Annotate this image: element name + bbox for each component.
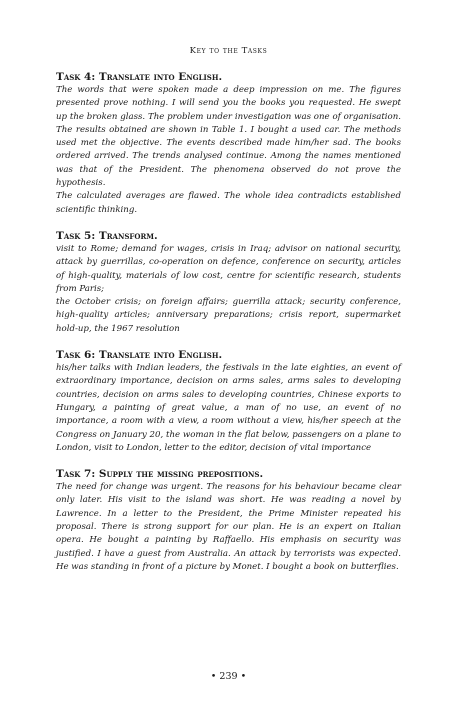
task-7-title: Task 7: Supply the missing prepositions.	[56, 468, 264, 481]
task-6-title: Task 6: Translate into English.	[56, 349, 223, 362]
task-6-paragraph-1: his/her talks with Indian leaders, the festivals in the late eighties, an event of extraordinary importance, decision on arms sales, arms sales to developing countries, decision on arms sales to developing countries, Chinese exports to Hungary, a painting of great value, a man of no use, an event of no importance, a room with a view, a room without a view, his/her speech at the Congress on January 20, the woman in the flat below, passengers on a plane to London, visit to London, letter to the editor, decision of vital importance	[56, 363, 401, 453]
task-4-section	[56, 70, 401, 217]
task-4-title: Task 4: Translate into English.	[56, 71, 223, 83]
task-4-paragraph-2: The calculated averages are flawed. The whole idea contradicts established scientific thinking.	[56, 191, 401, 215]
task-4-body	[56, 84, 401, 217]
task-5-paragraph-1: visit to Rome; demand for wages, crisis in Iraq; advisor on national security, attack by guerrillas, co-operation on defence, conference on security, articles of high-quality, materials of low cost, centre for scientific research, students from Paris;	[56, 243, 401, 294]
page-number: • 239 •	[210, 671, 247, 682]
task-7-section	[56, 467, 401, 574]
task-5-section	[56, 229, 401, 336]
running-head: Key to the Tasks	[189, 46, 268, 56]
task-6-section	[56, 348, 401, 455]
task-4-paragraph-1: The words that were spoken made a deep impression on me. The figures presented prove nothing. I will send you the books you requested. He swept up the broken glass. The problem under investigation was one of organisation. The results obtained are shown in Table 1. I bought a used car. The methods used met the objective. The events described made him/her sad. The books ordered arrived. The trends analysed continue. Among the names mentioned was that of the President. The phenomena observed do not prove the hypothesis.	[56, 85, 401, 189]
task-5-body	[56, 243, 401, 336]
task-7-paragraph-1: The need for change was urgent. The reasons for his behaviour became clear only later. His visit to the island was short. He was reading a novel by Lawrence. In a letter to the President, the Prime Minister repeated his proposal. There is strong support for our plan. He is an expert on Italian opera. He bought a painting by Raffaello. His emphasis on security was justified. I have a guest from Australia. An attack by terrorists was expected. He was standing in front of a picture by Monet. I bought a book on butterflies.	[56, 482, 401, 572]
task-5-paragraph-2: the October crisis; on foreign affairs; guerrilla attack; security conference, high-quality articles; anniversary preparations; crisis report, supermarket hold-up, the 1967 resolution	[56, 297, 401, 334]
task-7-body	[56, 481, 401, 574]
task-5-title: Task 5: Transform.	[56, 229, 158, 242]
task-6-body	[56, 362, 401, 455]
content	[56, 70, 401, 586]
